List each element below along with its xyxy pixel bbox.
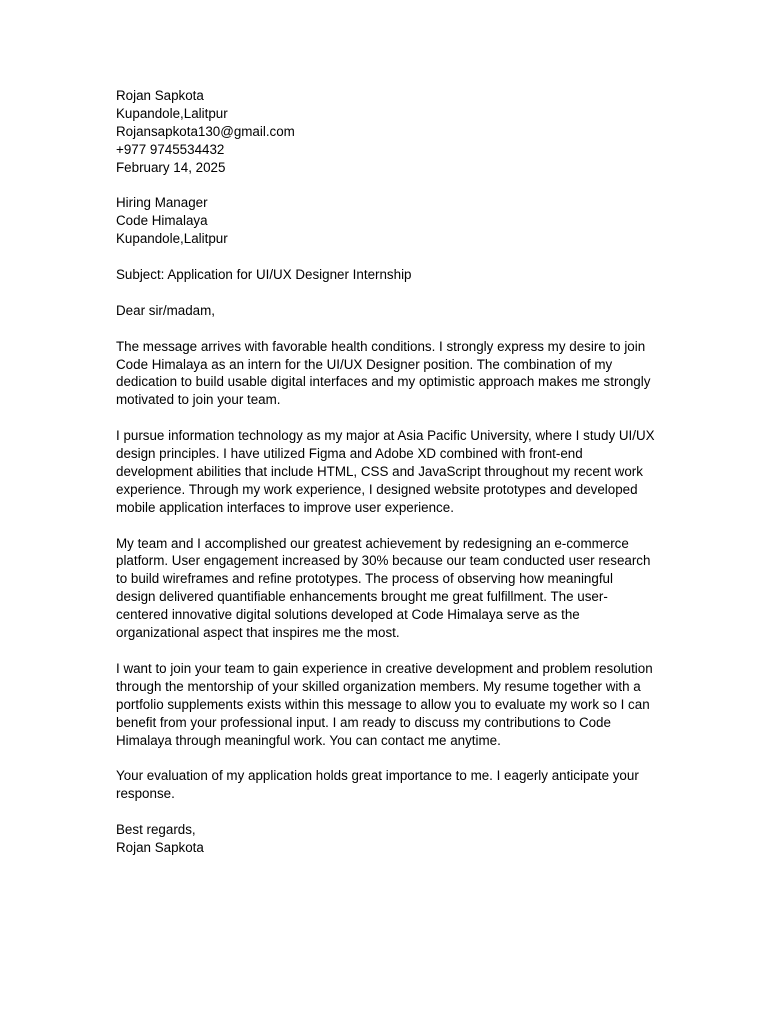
- cover-letter: [116, 87, 656, 857]
- sender-name: Rojan Sapkota: [116, 88, 204, 103]
- sender-address: Kupandole,Lalitpur: [116, 105, 228, 121]
- recipient-address: Kupandole,Lalitpur: [116, 231, 228, 247]
- body-paragraph: I want to join your team to gain experience in creative development and problem resolution through the mentorship of your skilled organization members. My resume together with a portfolio supplements exists within this message to allow you to evaluate my work so I can benefit from your professional input. I am ready to discuss my contributions to Code Himalaya through meaningful work. You can contact me anytime.: [116, 660, 653, 748]
- body-paragraph: My team and I accomplished our greatest achievement by redesigning an e-commerce platform. User engagement increased by 30% because our team conducted user research to build wireframes and refine prototypes. The process of observing how meaningful design delivered quantifiable enhancements brought me great fulfillment. The user-centered innovative digital solutions developed at Code Himalaya serve as the organizational aspect that inspires me the most.: [116, 535, 651, 641]
- body-paragraph: The message arrives with favorable health conditions. I strongly express my desire to join Code Himalaya as an intern for the UI/UX Designer position. The combination of my dedication to build usable digital interfaces and my optimistic approach makes me strongly motivated to join your team.: [116, 338, 651, 408]
- letter-date: February 14, 2025: [116, 159, 226, 175]
- body-paragraph: I pursue information technology as my major at Asia Pacific University, where I study UI/UX design principles. I have utilized Figma and Adobe XD combined with front-end development abilities that include HTML, CSS and JavaScript throughout my recent work experience. Through my work experience, I designed website prototypes and developed mobile application interfaces to improve user experience.: [116, 428, 655, 515]
- recipient-block: [116, 194, 656, 248]
- closing-block: [116, 821, 656, 857]
- body-paragraph: Your evaluation of my application holds great importance to me. I eagerly anticipate your response.: [116, 768, 639, 802]
- sender-email: Rojansapkota130@gmail.com: [116, 123, 295, 139]
- sender-block: [116, 87, 656, 177]
- recipient-company: Code Himalaya: [116, 213, 208, 229]
- sign-off: Best regards,: [116, 822, 196, 838]
- sender-phone: +977 9745534432: [116, 141, 225, 157]
- recipient-title: Hiring Manager: [116, 195, 208, 211]
- signature-name: Rojan Sapkota: [116, 839, 204, 855]
- subject-line: Subject: Application for UI/UX Designer Internship: [116, 267, 412, 283]
- salutation: Dear sir/madam,: [116, 302, 215, 318]
